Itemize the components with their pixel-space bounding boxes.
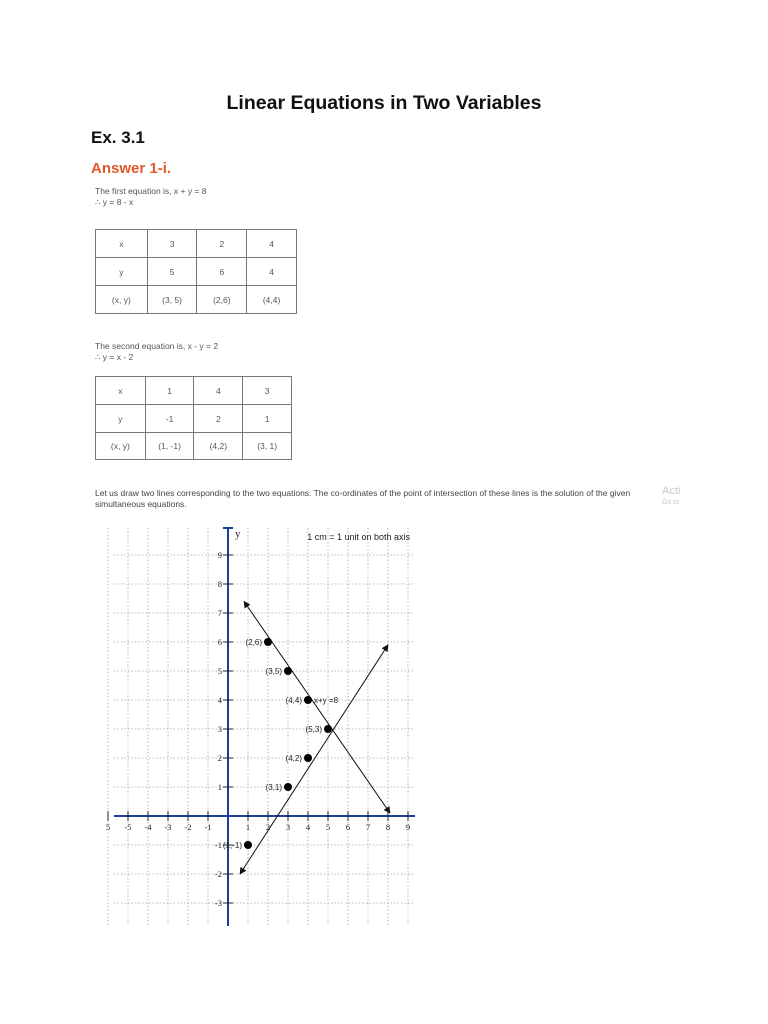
x-tick-label: -1 [204, 822, 212, 832]
graph-points [223, 638, 332, 850]
table-cell: 1 [145, 377, 194, 405]
table-cell: x [96, 377, 146, 405]
x-tick-label: 5 [325, 822, 331, 832]
graph-point [264, 638, 272, 646]
answer-heading: Answer 1-i. [91, 160, 172, 177]
line-label: x+y =8 [314, 696, 339, 705]
y-tick-label: -2 [214, 869, 222, 879]
x-tick-label: -5 [124, 822, 132, 832]
y-tick-label: 2 [217, 753, 222, 763]
table-cell: 2 [197, 230, 247, 258]
table-cell: (2,6) [197, 286, 247, 314]
x-tick-label: 6 [345, 822, 351, 832]
table-cell: 4 [247, 230, 297, 258]
watermark-line: Acti [662, 485, 681, 497]
graph-point [284, 783, 292, 791]
first-rearranged-line: ∴ y = 8 - x [95, 197, 134, 207]
point-label: (5,3) [305, 725, 322, 734]
x-tick-label: 4 [305, 822, 311, 832]
table-cell: (x, y) [96, 433, 146, 460]
point-label: (4,4) [285, 696, 302, 705]
watermark-line: Go to [662, 499, 680, 506]
table-cell: 6 [197, 258, 247, 286]
second-equation-line: The second equation is, x - y = 2 [95, 341, 219, 351]
y-tick-label: -3 [214, 898, 222, 908]
x-tick-label: 5 [105, 822, 111, 832]
table-cell: y [96, 258, 148, 286]
x-tick-label: -4 [144, 822, 152, 832]
table-cell: x [96, 230, 148, 258]
graph-grid [105, 528, 415, 926]
paragraph-line: Let us draw two lines corresponding to the two equations. The co-ordinates of the point of intersection of these lines is the solution of the given [95, 488, 631, 498]
point-label: (2,6) [245, 638, 262, 647]
paragraph-line: simultaneous equations. [95, 499, 187, 509]
graph-point [324, 725, 332, 733]
table-cell: 3 [243, 377, 292, 405]
table-cell: 5 [147, 258, 197, 286]
y-tick-label: 9 [217, 550, 222, 560]
table-cell: -1 [145, 405, 194, 433]
y-tick-label: 5 [217, 666, 222, 676]
y-tick-label: 4 [217, 695, 222, 705]
table-cell: (3, 1) [243, 433, 292, 460]
point-label: (1,-1) [222, 841, 242, 850]
x-tick-label: 9 [405, 822, 411, 832]
first-equation-line: The first equation is, x + y = 8 [95, 186, 207, 196]
graph-point [304, 754, 312, 762]
y-tick-label: -1 [214, 840, 222, 850]
graph-axes [114, 528, 415, 926]
exercise-heading: Ex. 3.1 [91, 128, 145, 147]
y-tick-label: 3 [217, 724, 222, 734]
table-cell: (x, y) [96, 286, 148, 314]
table-cell: (4,4) [247, 286, 297, 314]
table-cell: y [96, 405, 146, 433]
table-cell: (1, -1) [145, 433, 194, 460]
x-tick-label: 7 [365, 822, 371, 832]
x-tick-label: 2 [265, 822, 271, 832]
y-tick-label: 8 [217, 579, 222, 589]
table-cell: 1 [243, 405, 292, 433]
second-rearranged-line: ∴ y = x - 2 [95, 352, 134, 362]
x-tick-label: -3 [164, 822, 172, 832]
x-tick-label: -2 [184, 822, 192, 832]
y-tick-label: 1 [217, 782, 222, 792]
graph-point [284, 667, 292, 675]
scale-note: 1 cm = 1 unit on both axis [307, 532, 410, 542]
table-cell: 4 [194, 377, 243, 405]
x-tick-label: 1 [245, 822, 251, 832]
point-label: (3,1) [265, 783, 282, 792]
x-tick-label: 8 [385, 822, 391, 832]
y-tick-label: 7 [217, 608, 222, 618]
graph-line [240, 645, 391, 874]
table-cell: (3, 5) [147, 286, 197, 314]
x-tick-label: 3 [285, 822, 291, 832]
table-cell: (4,2) [194, 433, 243, 460]
page-title: Linear Equations in Two Variables [226, 92, 542, 114]
point-label: (3,5) [265, 667, 282, 676]
y-axis-label: y [235, 528, 241, 540]
y-tick-label: 6 [217, 637, 222, 647]
point-label: (4,2) [285, 754, 302, 763]
table-cell: 2 [194, 405, 243, 433]
table-cell: 4 [247, 258, 297, 286]
graph-point [244, 841, 252, 849]
graph-point [304, 696, 312, 704]
table-cell: 3 [147, 230, 197, 258]
